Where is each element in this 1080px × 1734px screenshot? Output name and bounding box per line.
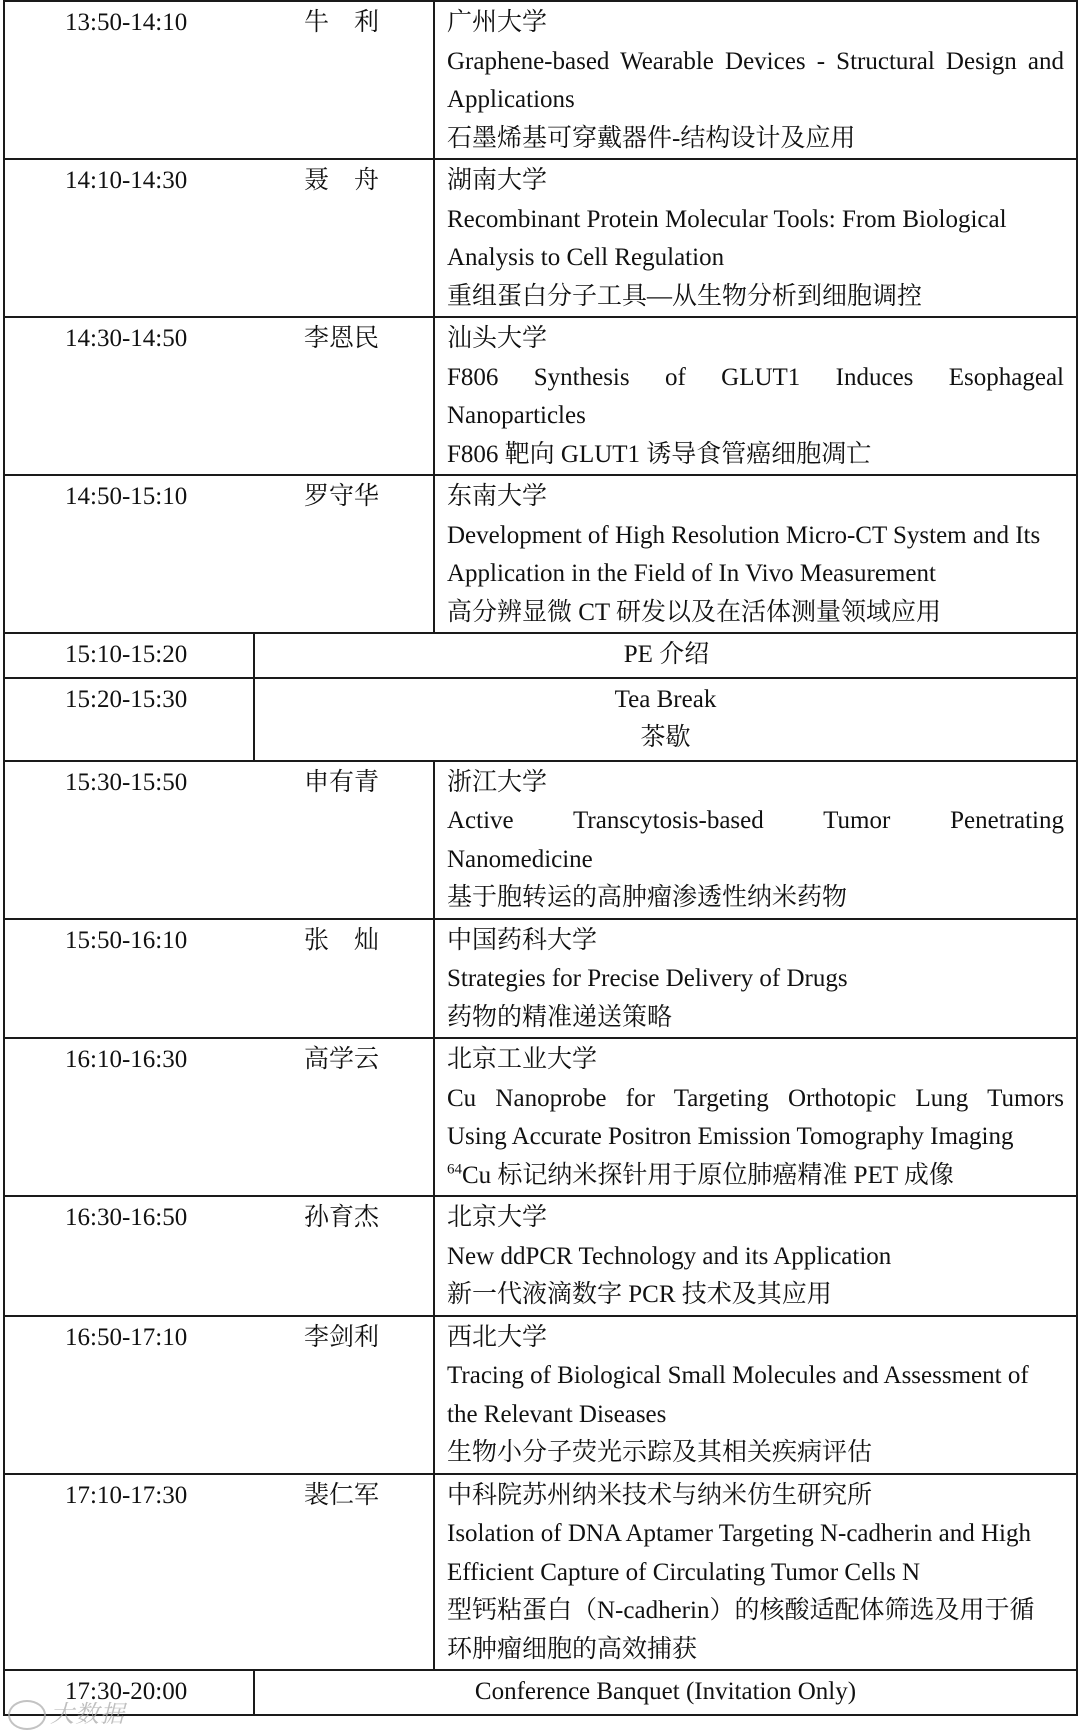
talk-title-en-cont: Nanomedicine	[447, 845, 593, 873]
table-row	[4, 475, 1077, 633]
schedule-table	[3, 0, 1078, 1716]
talk-cell	[434, 475, 1077, 633]
talk-cell	[434, 159, 1077, 317]
time-cell: 14:30-14:50	[4, 317, 254, 475]
table-row	[4, 1316, 1077, 1474]
speaker-cell: 申有青	[254, 761, 434, 919]
talk-title-en: F806 Synthesis of GLUT1 Induces Esophageal	[447, 363, 1064, 391]
table-row	[4, 1474, 1077, 1671]
time-cell: 13:50-14:10	[4, 1, 254, 159]
talk-title-en-cont: the Relevant Diseases	[447, 1400, 667, 1428]
institution: 北京大学	[447, 1204, 548, 1231]
time-cell: 14:50-15:10	[4, 475, 254, 633]
talk-cell	[434, 919, 1077, 1039]
talk-cell	[434, 1, 1077, 159]
talk-title-en-cont: Efficient Capture of Circulating Tumor Cells N	[447, 1558, 921, 1586]
institution: 东南大学	[447, 483, 548, 510]
event-title: Tea Break	[614, 685, 717, 713]
talk-cell	[434, 1474, 1077, 1671]
talk-title-cn: 新一代液滴数字 PCR 技术及其应用	[447, 1281, 832, 1308]
watermark-text: 大数据	[50, 1700, 125, 1728]
institution: 西北大学	[447, 1323, 548, 1351]
institution: 中科院苏州纳米技术与纳米仿生研究所	[447, 1481, 873, 1509]
table-row	[4, 317, 1077, 475]
talk-title-en: Cu Nanoprobe for Targeting Orthotopic Lung Tumors	[447, 1084, 1064, 1112]
talk-title-cn: 药物的精准递送策略	[447, 1003, 673, 1031]
talk-title-en: Graphene-based Wearable Devices - Structural Design and	[447, 47, 1064, 75]
institution: 北京工业大学	[447, 1046, 598, 1073]
talk-title-cn: 型钙粘蛋白（N-cadherin）的核酸适配体筛选及用于循	[447, 1597, 1035, 1624]
time-cell: 16:30-16:50	[4, 1196, 254, 1316]
table-row	[4, 1670, 1077, 1715]
speaker-cell: 高学云	[254, 1038, 434, 1196]
time-cell: 17:10-17:30	[4, 1474, 254, 1671]
talk-title-cn-cont: 环肿瘤细胞的高效捕获	[447, 1635, 698, 1663]
talk-title-en: Active Transcytosis-based Tumor Penetrating	[447, 807, 1064, 834]
institution: 汕头大学	[447, 325, 548, 352]
event-cell: Conference Banquet (Invitation Only)	[254, 1670, 1077, 1715]
table-row	[4, 761, 1077, 919]
talk-title-cn: 高分辨显微 CT 研发以及在活体测量领域应用	[447, 598, 941, 626]
talk-title-en-cont: Analysis to Cell Regulation	[447, 244, 725, 271]
talk-title-en: Recombinant Protein Molecular Tools: From Biological	[447, 205, 1007, 233]
time-cell: 15:20-15:30	[4, 678, 254, 761]
talk-title-en: New ddPCR Technology and its Application	[447, 1242, 892, 1270]
time-cell: 14:10-14:30	[4, 159, 254, 317]
talk-title-en-cont: Application in the Field of In Vivo Measurement	[447, 560, 936, 587]
talk-title-cn: F806 靶向 GLUT1 诱导食管癌细胞凋亡	[447, 440, 872, 468]
talk-title-cn: 石墨烯基可穿戴器件-结构设计及应用	[447, 124, 856, 152]
speaker-cell: 李剑利	[254, 1316, 434, 1474]
time-cell: 15:10-15:20	[4, 633, 254, 678]
event-title-cn: 茶歇	[640, 724, 691, 751]
institution: 湖南大学	[447, 167, 548, 194]
table-row	[4, 633, 1077, 678]
time-cell: 16:10-16:30	[4, 1038, 254, 1196]
talk-title-cn: 基于胞转运的高肿瘤渗透性纳米药物	[447, 884, 848, 911]
institution: 浙江大学	[447, 768, 548, 796]
time-cell: 15:50-16:10	[4, 919, 254, 1039]
table-row	[4, 1, 1077, 159]
talk-title-cn: 生物小分子荧光示踪及其相关疾病评估	[447, 1439, 873, 1466]
time-cell: 16:50-17:10	[4, 1316, 254, 1474]
time-cell: 17:30-20:00	[4, 1670, 254, 1715]
talk-title-en-cont: Nanoparticles	[447, 402, 586, 429]
talk-cell	[434, 1038, 1077, 1196]
speaker-cell: 罗守华	[254, 475, 434, 633]
talk-title-en: Development of High Resolution Micro-CT System and Its	[447, 521, 1041, 549]
institution: 广州大学	[447, 9, 548, 36]
talk-title-cn: Cu 标记纳米探针用于原位肺癌精准 PET 成像	[462, 1161, 954, 1189]
time-cell: 15:30-15:50	[4, 761, 254, 919]
talk-title-en-cont: Applications	[447, 86, 575, 113]
talk-title-cn: 重组蛋白分子工具—从生物分析到细胞调控	[447, 282, 923, 310]
speaker-cell: 牛 利	[254, 1, 434, 159]
table-row	[4, 159, 1077, 317]
talk-cell	[434, 1316, 1077, 1474]
speaker-cell: 裴仁军	[254, 1474, 434, 1671]
talk-cell	[434, 1196, 1077, 1316]
institution: 中国药科大学	[447, 926, 598, 954]
event-cell	[254, 678, 1077, 761]
isotope-superscript: 64	[447, 1161, 462, 1178]
talk-cell	[434, 317, 1077, 475]
table-row	[4, 919, 1077, 1039]
table-row	[4, 678, 1077, 761]
speaker-cell: 李恩民	[254, 317, 434, 475]
event-cell: PE 介绍	[254, 633, 1077, 678]
talk-cell	[434, 761, 1077, 919]
talk-title-en: Tracing of Biological Small Molecules and Assessment of	[447, 1362, 1029, 1389]
table-row	[4, 1196, 1077, 1316]
speaker-cell: 孙育杰	[254, 1196, 434, 1316]
talk-title-en-cont: Using Accurate Positron Emission Tomography Imaging	[447, 1123, 1014, 1150]
talk-title-en: Isolation of DNA Aptamer Targeting N-cadherin and High	[447, 1520, 1031, 1547]
table-row	[4, 1038, 1077, 1196]
speaker-cell: 张 灿	[254, 919, 434, 1039]
speaker-cell: 聂 舟	[254, 159, 434, 317]
talk-title-cn-line	[447, 1157, 1064, 1196]
talk-title-en: Strategies for Precise Delivery of Drugs	[447, 965, 848, 992]
